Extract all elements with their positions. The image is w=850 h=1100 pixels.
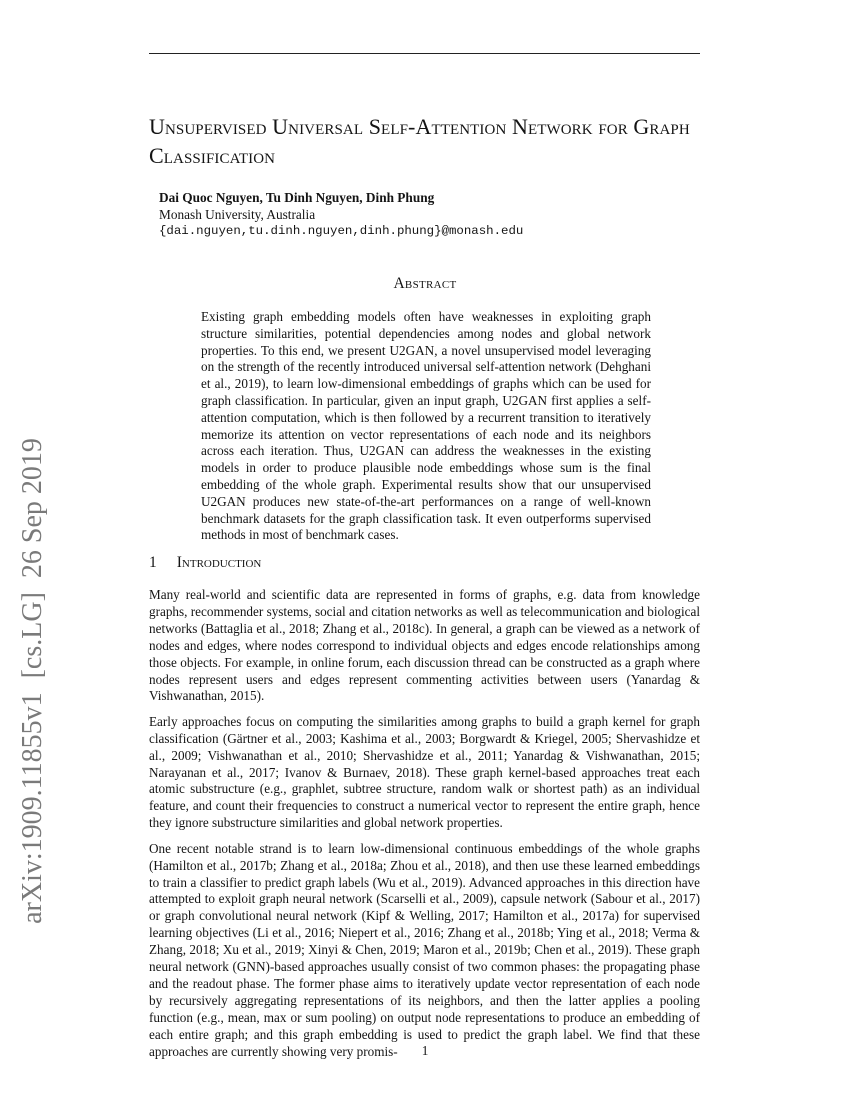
paper-title: Unsupervised Universal Self-Attention Network for Graph Classification: [149, 114, 690, 168]
arxiv-side-stamp: [0, 0, 50, 1100]
page-number: 1: [421, 1043, 429, 1058]
arxiv-identifier: arXiv:1909.11855v1 [cs.LG] 26 Sep 2019: [17, 438, 48, 924]
section-number: 1: [149, 554, 157, 571]
author-affiliation: Monash University, Australia: [159, 207, 316, 222]
paragraph: Early approaches focus on computing the similarities among graphs to build a graph kernel for graph classification (Gärtner et al., 2003; Kashima et al., 2003; Borgwardt & Kriegel, 2005; Shervashidze et al., 2009; Vishwanathan et al., 2010; Shervashidze et al., 2011; Yanardag & Vishwanathan, 2015; Narayanan et al., 2017; Ivanov & Burnaev, 2018). These graph kernel-based approaches treat each atomic substructure (e.g., graphlet, subtree structure, random walk or shortest path) as an individual feature, and count their frequencies to construct a numerical vector to represent the entire graph, hence they ignore substructure similarities and global network properties.: [149, 713, 700, 831]
abstract-text: Existing graph embedding models often have weaknesses in exploiting graph structure similarities, potential dependencies among nodes and global network properties. To this end, we present U2GAN, a novel unsupervised model leveraging on the strength of the recently introduced universal self-attention network (Dehghani et al., 2019), to learn low-dimensional embeddings of graphs which can be used for graph classification. In particular, given an input graph, U2GAN first applies a self-attention computation, which is then followed by a recurrent transition to iteratively memorize its attention on vector representations of each node and its neighbors across each iteration. Thus, U2GAN can address the weaknesses in the existing models in order to produce plausible node embeddings whose sum is the final embedding of the whole graph. Experimental results show that our unsupervised U2GAN produces new state-of-the-art performances on a range of well-known benchmark datasets for the graph classification task. It even outperforms supervised methods in most of benchmark cases.: [201, 309, 651, 543]
paragraph: Many real-world and scientific data are represented in forms of graphs, e.g. data from knowledge graphs, recommender systems, social and citation networks as well as telecommunication and biological networks (Battaglia et al., 2018; Zhang et al., 2018c). In general, a graph can be viewed as a network of nodes and edges, where nodes correspond to individual objects and edges encode relationships among those objects. For example, in online forum, each discussion thread can be constructed as a graph where nodes represent users and edges represent commenting activities between users (Yanardag & Vishwanathan, 2015).: [149, 587, 700, 704]
author-email: {dai.nguyen,tu.dinh.nguyen,dinh.phung}@monash.edu: [159, 224, 524, 238]
body-text: [149, 587, 700, 1069]
section-title: Introduction: [176, 554, 262, 571]
paragraph: One recent notable strand is to learn low-dimensional continuous embeddings of the whole graphs (Hamilton et al., 2017b; Zhang et al., 2018a; Zhou et al., 2018), and then use these learned embeddings to train a classifier to predict graph labels (Wu et al., 2019). Advanced approaches in this direction have attempted to exploit graph neural network (Scarselli et al., 2009), capsule network (Sabour et al., 2017) or graph convolutional neural network (Kipf & Welling, 2017; Hamilton et al., 2017a) for supervised learning objectives (Li et al., 2016; Niepert et al., 2016; Zhang et al., 2018b; Ying et al., 2018; Verma & Zhang, 2018; Xu et al., 2019; Xinyi & Chen, 2019; Maron et al., 2019b; Chen et al., 2019). These graph neural network (GNN)-based approaches usually consist of two common phases: the propagating phase and the readout phase. The former phase aims to iteratively update vector representation of each node by recursively aggregating representations of its neighbors, and then the latter applies a pooling function (e.g., mean, max or sum pooling) on output node representations to produce an embedding of each entire graph; and this graph embedding is used to predict the graph label. We find that these approaches are currently showing very promis-: [149, 840, 700, 1059]
arxiv-stamp-svg: [0, 0, 50, 1100]
top-rule: [149, 53, 700, 54]
author-names: Dai Quoc Nguyen, Tu Dinh Nguyen, Dinh Phung: [159, 190, 435, 205]
author-block: [159, 189, 523, 240]
abstract-heading: Abstract: [393, 275, 457, 292]
abstract: [201, 309, 651, 544]
section-heading: [149, 554, 261, 572]
